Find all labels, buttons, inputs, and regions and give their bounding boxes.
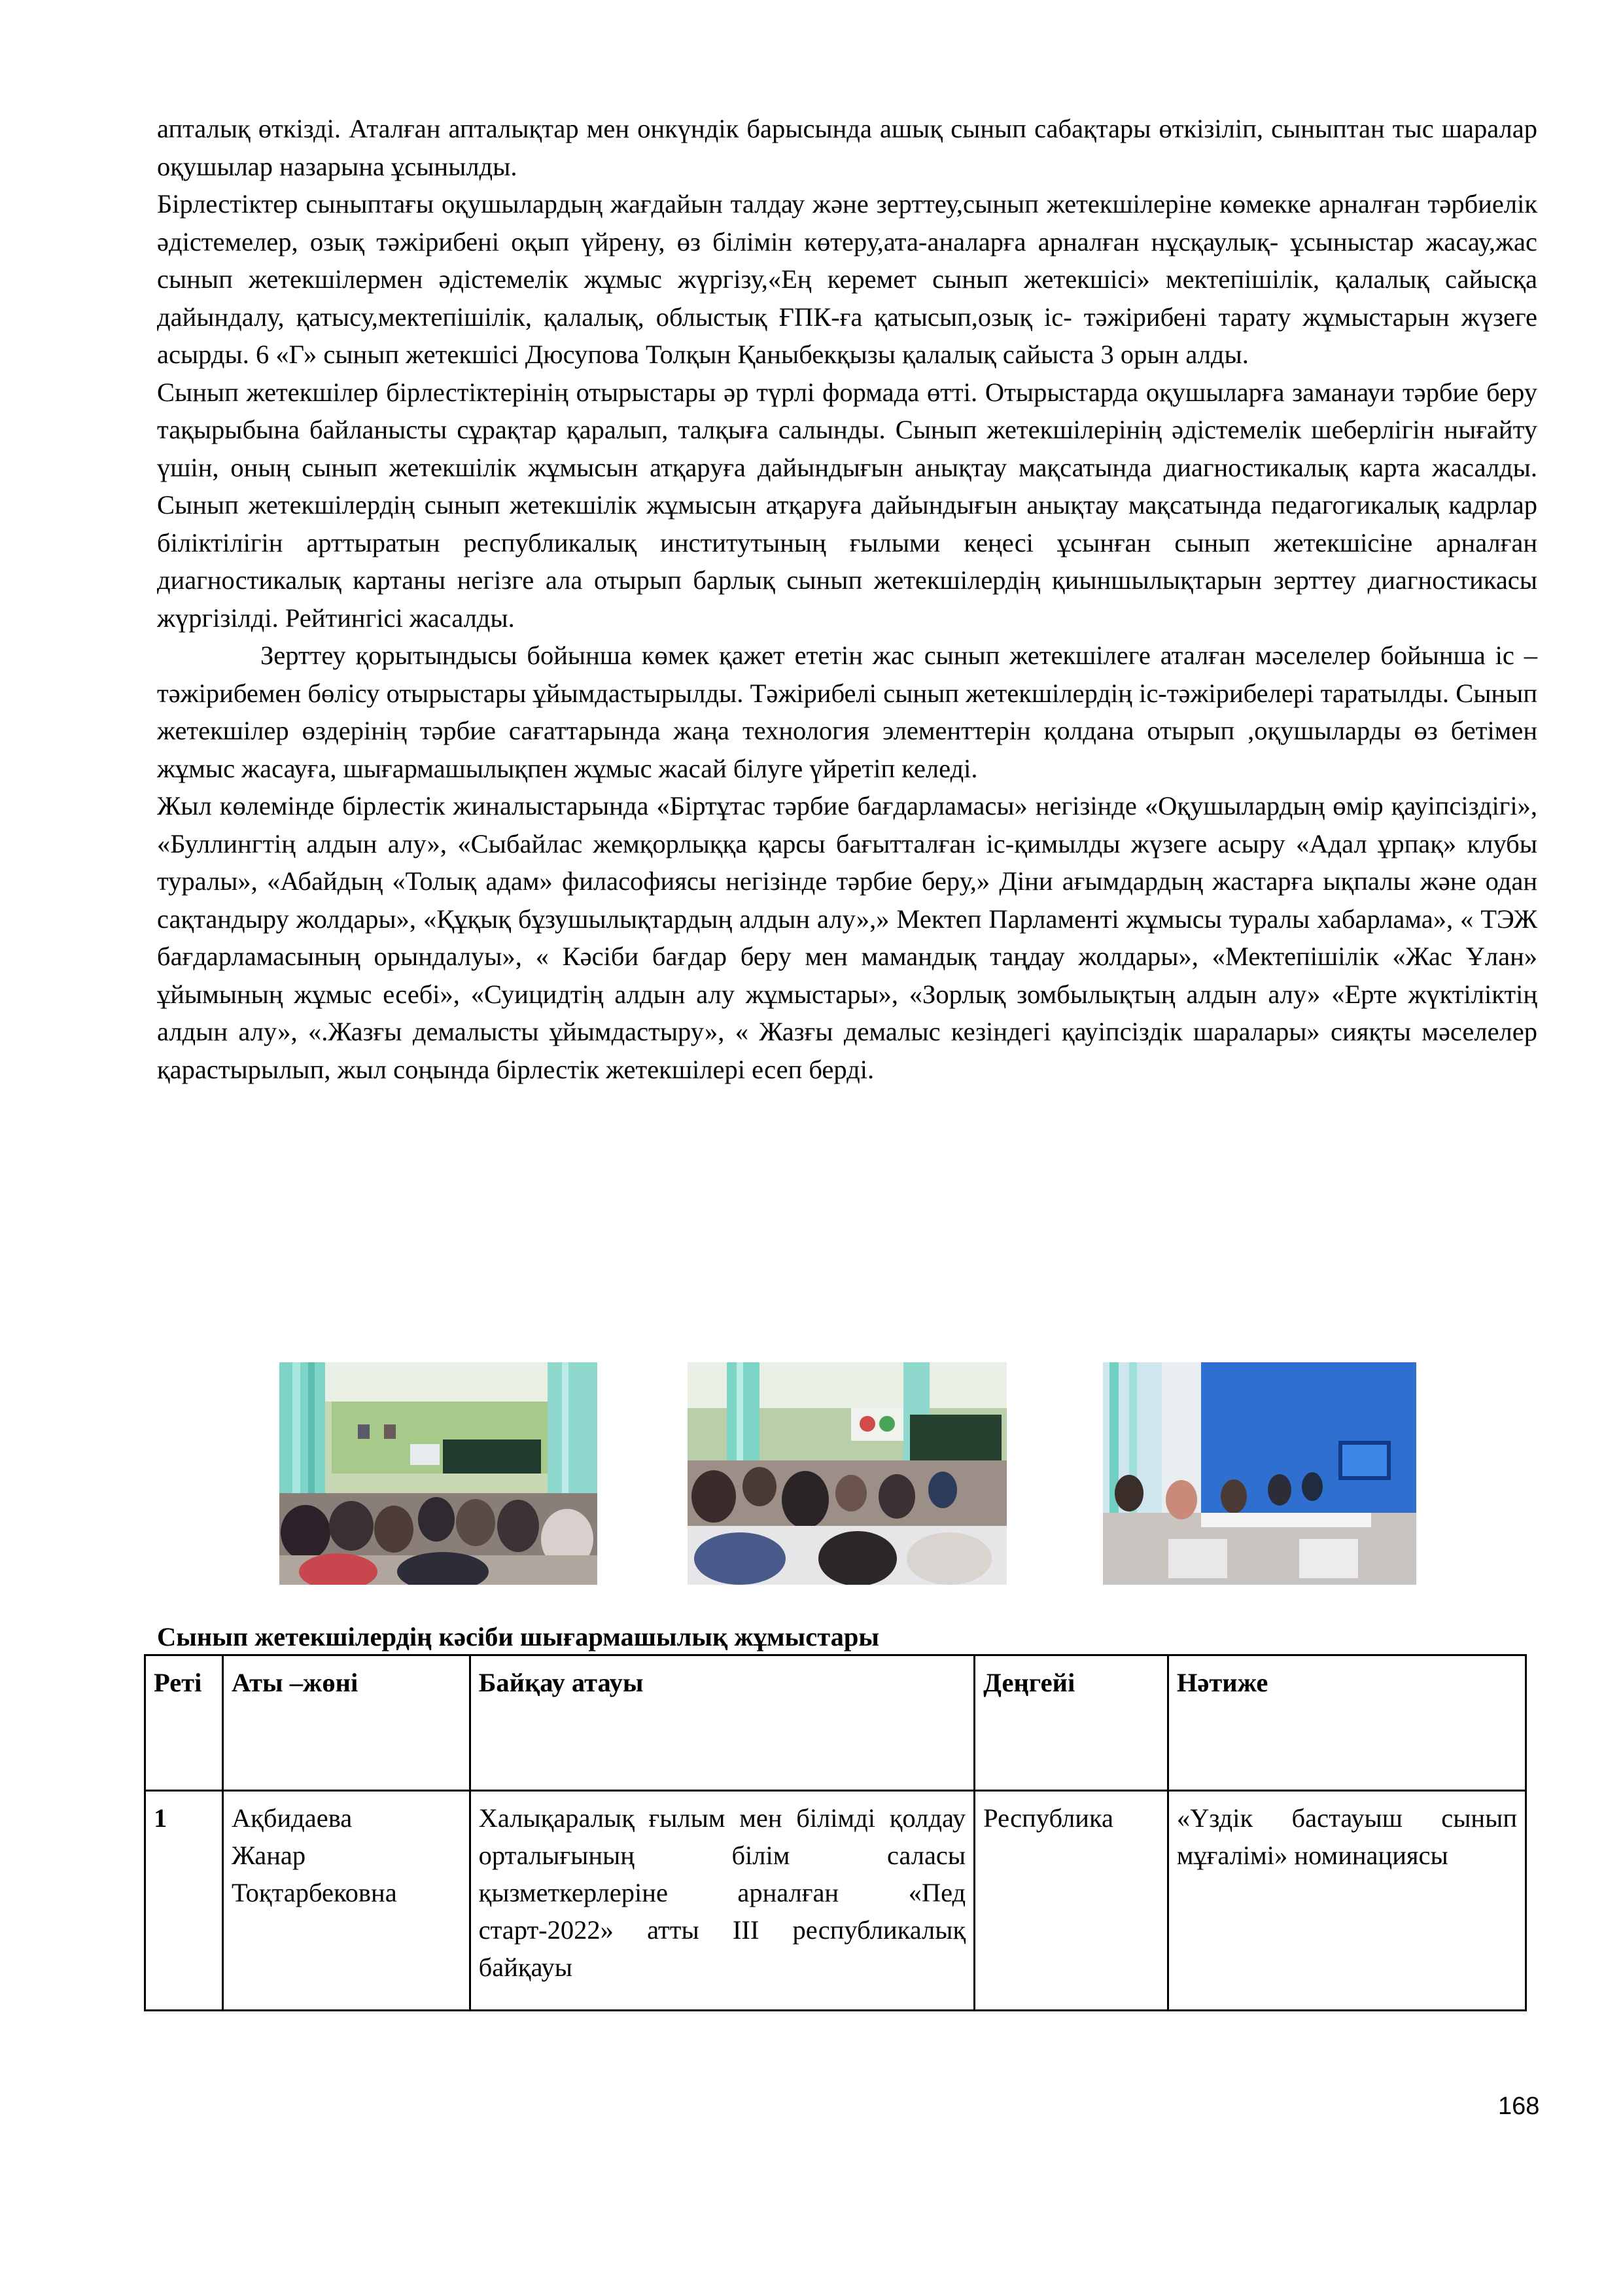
row-contest: Халықаралық ғылым мен білімді қолдау орталығының білім саласы қызметкерлеріне арналған «Пед старт-2022» атты III республикалық байқауы (470, 1791, 975, 2011)
name-line: Жанар (231, 1841, 306, 1870)
row-result: «Үздік бастауыш сынып мұғалімі» номинациясы (1168, 1791, 1526, 2011)
paragraph-2: Бірлестіктер сыныптағы оқушылардың жағдайын талдау және зерттеу,сынып жетекшілеріне көмекке арналған тәрбиелік әдістемелер, озық тәжірибені оқып үйрену, өз білімін көтеру,ата-аналарға арналған нұсқаулық- ұсыныстар жасау,жас сынып жетекшілермен әдістемелік жұмыс жүргізу,«Ең керемет сынып жетекшісі» мектепішілік, қалалық сайысқа дайындалу, қатысу,мектепішілік, қалалық, облыстық ҒПК-ға қатысып,озық іс- тәжірибені тарату жұмыстарын жүзеге асырды. 6 «Г» сынып жетекшісі Дюсупова Толқын Қаныбекқызы қалалық сайыста 3 орын алды. (157, 189, 1537, 369)
paragraph-3: Сынып жетекшілер бірлестіктерінің отырыстары әр түрлі формада өтті. Отырыстарда оқушыларға заманауи тәрбие беру тақырыбына байланысты сұрақтар қаралып, талқыға салынды. Сынып жетекшілерінің әдістемелік шеберлігін нығайту үшін, оның сынып жетекшілік жұмысын атқаруға дайындығын анықтау мақсатында диагностикалық карта жасалды. Сынып жетекшілердің сынып жетекшілік жұмысын атқаруға дайындығын анықтау мақсатында педагогикалық кадрлар біліктілігін арттыратын республикалық институтының ғылыми кеңесі ұсынған сынып жетекшісіне арналған диагностикалық картаны негізге ала отырып барлық сынып жетекшілердің қиыншылықтарын зерттеу диагностикасы жүргізілді. Рейтингісі жасалды. (157, 377, 1537, 633)
creative-works-table (144, 1654, 1527, 2011)
presentation-session-photo (688, 1362, 1007, 1585)
row-number: 1 (145, 1791, 223, 2011)
header-name: Аты –жөні (222, 1655, 470, 1791)
row-name (222, 1791, 470, 2011)
name-line: Ақбидаева (231, 1803, 353, 1833)
header-level: Деңгейі (975, 1655, 1168, 1791)
paragraph-4: Зерттеу қорытындысы бойынша көмек қажет ететін жас сынып жетекшілеге аталған мәселелер бойынша іс –тәжірибемен бөлісу отырыстары ұйымдастырылды. Тәжірибелі сынып жетекшілердің іс-тәжірибелері таратылды. Сынып жетекшілер өздерінің тәрбие сағаттарында жаңа технология элементтерін қолдана отырып ,оқушыларды өз бетімен жұмыс жасауға, шығармашылықпен жұмыс жасай білуге үйретіп келеді. (157, 641, 1537, 783)
classroom-meeting-photo (279, 1362, 597, 1585)
table-row (145, 1791, 1526, 2011)
table-title: Сынып жетекшілердің кәсіби шығармашылық жұмыстары (157, 1622, 880, 1651)
photo-row (0, 1362, 1623, 1585)
paragraph-1: апталық өткізді. Аталған апталықтар мен онкүндік барысында ашық сынып сабақтары өткізіліп, сыныптан тыс шаралар оқушылар назарына ұсынылды. (157, 114, 1537, 181)
header-number: Реті (145, 1655, 223, 1791)
header-contest: Байқау атауы (470, 1655, 975, 1791)
page-number: 168 (1498, 2093, 1540, 2120)
row-level: Республика (975, 1791, 1168, 2011)
header-result: Нәтиже (1168, 1655, 1526, 1791)
name-line: Тоқтарбековна (231, 1878, 397, 1907)
body-text (157, 110, 1537, 1088)
group-discussion-photo (1103, 1362, 1416, 1585)
table-header-row (145, 1655, 1526, 1791)
paragraph-5: Жыл көлемінде бірлестік жиналыстарында «Біртұтас тәрбие бағдарламасы» негізінде «Оқушылардың өмір қауіпсіздігі», «Буллингтің алдын алу», «Сыбайлас жемқорлыққа қарсы бағытталған іс-қимылды жүзеге асыру «Адал ұрпақ» клубы туралы», «Абайдың «Толық адам» филасофиясы негізінде тәрбие беру,» Діни ағымдардың жастарға ықпалы және одан сақтандыру жолдары», «Құқық бұзушылықтардың алдын алу»,» Мектеп Парламенті жұмысы туралы хабарлама», « ТЭЖ бағдарламасының орындалуы», « Кәсіби бағдар беру мен мамандық таңдау жолдары», «Мектепішілік «Жас Ұлан» ұйымының жұмыс есебі», «Суицидтің алдын алу жұмыстары», «Зорлық зомбылықтың алдын алу» «Ерте жүктіліктің алдын алу», «.Жазғы демалысты ұйымдастыру», « Жазғы демалыс кезіндегі қауіпсіздік шаралары» сияқты мәселелер қарастырылып, жыл соңында бірлестік жетекшілері есеп берді. (157, 791, 1537, 1084)
